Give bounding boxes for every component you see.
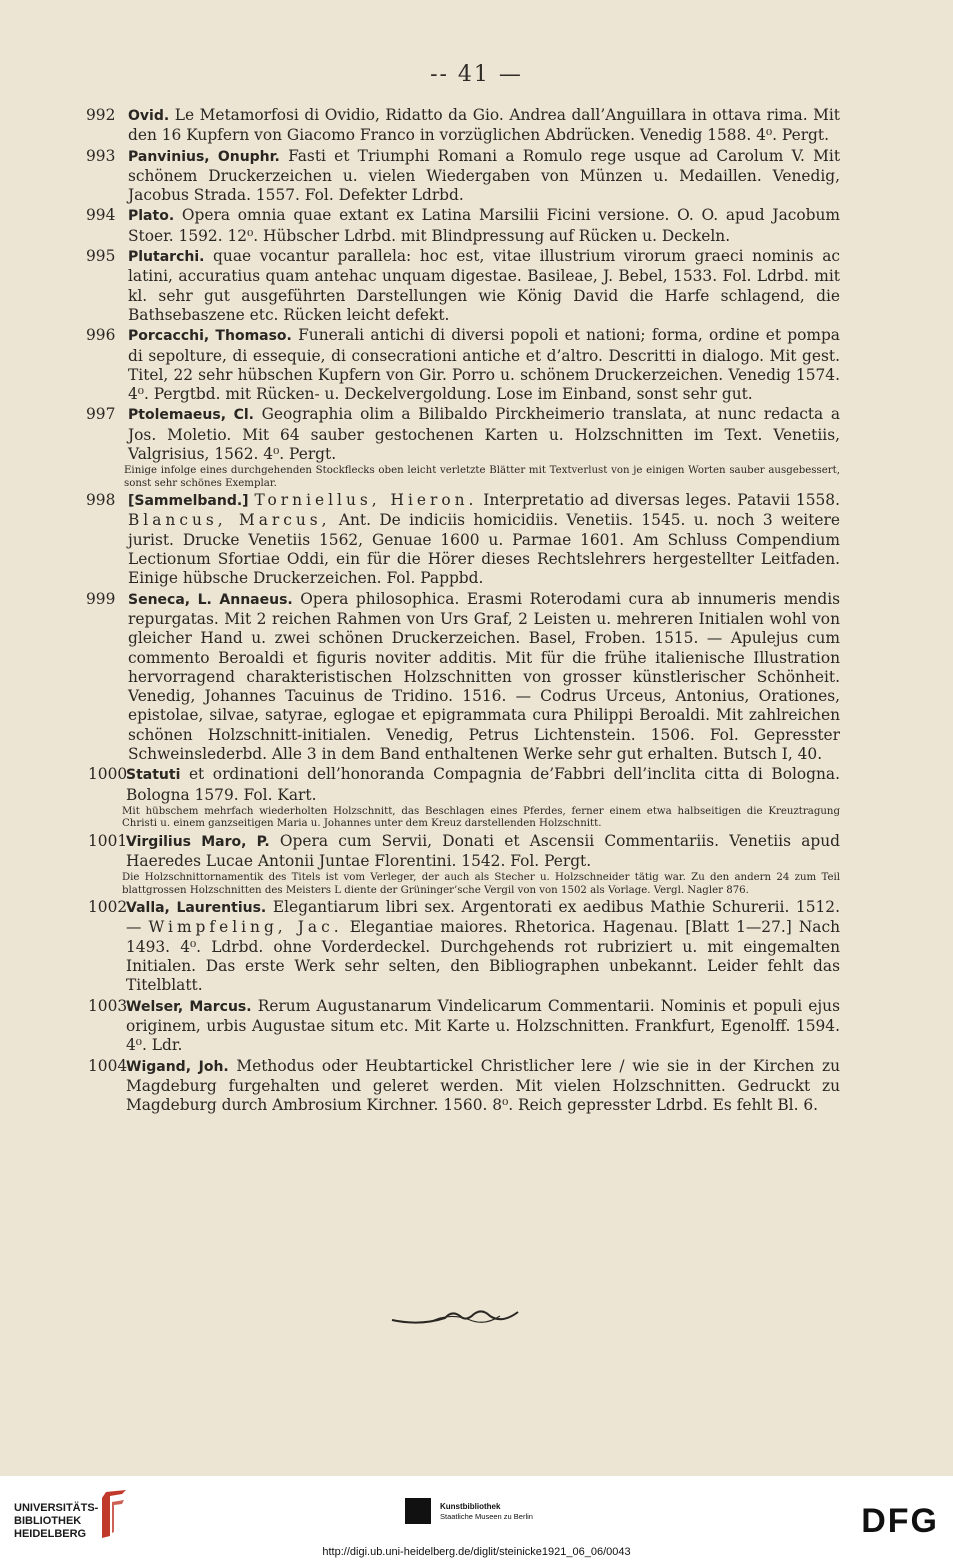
entry-text: Elegantiarum libri sex. Argentorati ex aedibus Mathie Schurerii. 1512. — xyxy=(126,898,840,937)
entry-text: et ordinationi dell’honoranda Compagnia de’Fabbri dell’inclita citta di Bologna. Bologna 1579. Fol. Kart. xyxy=(126,765,840,804)
entry-number: 1000 xyxy=(88,765,128,784)
kunstbibliothek-title: Kunstbibliothek xyxy=(440,1502,501,1511)
kunstbibliothek-logo-icon xyxy=(405,1498,431,1524)
entry-text: Geographia olim a Bilibaldo Pirckheimerio translata, at nunc redacta a Jos. Moletio. Mit 64 sauber gestochenen Karten u. Holzschnitten im Text. Venetiis, Valgrisius, 1562. 4⁰. Pergt. xyxy=(128,405,840,464)
catalog-entry xyxy=(86,405,840,490)
entry-author: Plutarchi. xyxy=(128,249,205,266)
entry-text: Opera cum Servii, Donati et Ascensii Commentariis. Venetiis apud Haeredes Lucae Antonii Juntae Florentini. 1542. Fol. Pergt. xyxy=(126,831,840,871)
entry-text: Rerum Augustanarum Vindelicarum Commentarii. Nominis et populi ejus originem, urbis Augustae situm etc. Mit Karte u. Holzschnitten. Frankfurt, Egenolff. 1594. 4⁰. Ldr. xyxy=(126,996,840,1055)
entry-spaced-author: Torniellus, Hieron. xyxy=(254,491,478,510)
catalog-entry xyxy=(86,898,840,995)
entry-note: Mit hübschem mehrfach wiederholten Holzschnitt, das Beschlagen eines Pferdes, ferner einem etwa halbseitigen die Kreuztragung Christi u. einem ganzseitigen Maria u. Johannes unter dem Kreuz darstellenden Holzschnitt. xyxy=(122,805,840,830)
page-number: -- 41 — xyxy=(430,62,523,87)
library-name-line: HEIDELBERG xyxy=(14,1528,87,1540)
catalog-entry xyxy=(86,1057,840,1116)
entry-spaced-author: Blancus, Marcus, xyxy=(128,511,331,530)
catalog-entry xyxy=(86,206,840,246)
entry-author: Seneca, L. Annaeus. xyxy=(128,591,293,608)
entry-text: Opera omnia quae extant ex Latina Marsilii Ficini versione. O. O. apud Jacobum Stoer. 1592. 12⁰. Hübscher Ldrbd. mit Blindpressung auf Rücken u. Deckeln. xyxy=(128,206,840,245)
entry-number: 997 xyxy=(86,405,116,424)
entry-note: Einige infolge eines durchgehenden Stockflecks oben leicht verletzte Blätter mit Textverlust von je einigen Worten sauber ausgebessert, sonst sehr schönes Exemplar. xyxy=(124,465,840,489)
entry-number: 994 xyxy=(86,206,116,225)
library-name xyxy=(14,1502,98,1541)
entry-number: 1004 xyxy=(88,1056,128,1075)
entry-spaced-author: Wimpfeling, Jac. xyxy=(148,918,343,937)
entry-note: Die Holzschnittornamentik des Titels ist vom Verleger, der auch als Stecher u. Holzschneider tätig war. Zu den andern 24 zum Teil blattgrossen Holzschnitten des Meisters L diente der Grüninger’sche Vergil von von 1502 als Vorlage. Vergl. Nagler 876. xyxy=(122,872,840,896)
source-url[interactable]: http://digi.ub.uni-heidelberg.de/diglit/steinicke1921_06_06/0043 xyxy=(322,1546,631,1558)
entry-number: 1002 xyxy=(88,898,128,917)
entry-text: quae vocantur parallela: hoc est, vitae illustrium virorum graeci nominis ac latini, accuratius quam antehac unquam digestae. Basileae, J. Bebel, 1533. Fol. Ldrbd. mit kl. sehr gut ausgeführten Darstellungen wie König David die Harfe schlagend, die Bathsebaszene etc. Rücken leicht defekt. xyxy=(128,247,840,324)
entry-author: Wigand, Joh. xyxy=(126,1058,229,1075)
catalog-entry xyxy=(86,326,840,404)
catalog-entry xyxy=(86,491,840,588)
entry-author: Welser, Marcus. xyxy=(126,998,252,1015)
entry-number: 1001 xyxy=(88,831,128,850)
catalog-entry xyxy=(86,147,840,206)
entry-author: Statuti xyxy=(126,767,181,784)
university-logo-icon xyxy=(92,1488,130,1540)
library-name-line: UNIVERSITÄTS- xyxy=(14,1502,99,1514)
entry-author: Ovid. xyxy=(128,108,170,124)
catalog-entry xyxy=(86,106,840,146)
entry-text: Methodus oder Heubtartickel Christlicher lere / wie sie in der Kirchen zu Magdeburg furgehalten und geleret werden. Mit vielen Holzschnitten. Gedruckt zu Magdeburg durch Ambrosium Kirchner. 1560. 8⁰. Reich gepresster Ldrbd. Es fehlt Bl. 6. xyxy=(126,1056,840,1115)
digitization-footer xyxy=(0,1476,953,1561)
entry-text: Fasti et Triumphi Romani a Romulo rege usque ad Carolum V. Mit schönem Druckerzeichen u. vielen Wiedergaben von Münzen u. Medaillen. Venedig, Jacobus Strada. 1557. Fol. Defekter Ldrbd. xyxy=(128,146,840,205)
end-ornament xyxy=(390,1302,520,1332)
catalog-entry xyxy=(86,247,840,325)
entry-text: Opera philosophica. Erasmi Roterodami cura ab innumeris mendis repurgatas. Mit 2 reichen Rahmen von Urs Graf, 2 Leisten u. mehreren Initialen wohl von gleicher Hand u. zwei schönen Druckerzeichen. Basel, Froben. 1515. — Apulejus cum commento Beroaldi et figuris noviter additis. Mit für die frühe italienische Illustration hervorragend charakteristischen Holzschnitten von grosser künstlerischer Schönheit. Venedig, Johannes Tacuinus de Tridino. 1516. — Codrus Urceus, Antonius, Orationes, epistolae, silvae, satyrae, eglogae et epigrammata cura Philippi Beroaldi. Mit zahlreichen schönen Holzschnitt-initialen. Venedig, Petrus Lichtenstein. 1506. Fol. Gepresster Schweinslederbd. Alle 3 in dem Band enthaltenen Werke sehr gut erhalten. Butsch I, 40. xyxy=(128,589,841,764)
entry-author: Panvinius, Onuphr. xyxy=(128,148,280,165)
catalog-list xyxy=(86,106,840,1116)
entry-number: 998 xyxy=(86,491,116,510)
entry-number: 993 xyxy=(86,146,116,165)
kunstbibliothek-subtitle: Staatliche Museen zu Berlin xyxy=(440,1512,533,1521)
dfg-logo: DFG xyxy=(861,1502,939,1540)
catalog-entry xyxy=(86,997,840,1056)
entry-author: Valla, Laurentius. xyxy=(126,900,267,917)
catalog-entry xyxy=(86,590,840,765)
entry-author: Virgilius Maro, P. xyxy=(126,833,270,850)
catalog-entry xyxy=(86,765,840,830)
entry-number: 996 xyxy=(86,326,116,345)
library-name-line: BIBLIOTHEK xyxy=(14,1515,82,1527)
catalog-entry xyxy=(86,832,840,897)
entry-text: Funerali antichi di diversi popoli et nationi; forma, ordine et pompa di sepolture, di essequie, di consecrationi antiche et d’altro. Descritti in dialogo. Mit gest. Titel, 22 sehr hübschen Kupfern von Gir. Porro u. schönem Druckerzeichen. Venedig 1574. 4⁰. Pergtbd. mit Rücken- u. Deckelvergoldung. Lose im Einband, sonst sehr gut. xyxy=(128,326,840,404)
entry-text: Ant. De indiciis homicidiis. Venetiis. 1545. u. noch 3 weitere jurist. Drucke Venetiis 1562, Genuae 1600 u. Parmae 1601. Am Schluss Compendium Lectionum Sfortiae Oddi, ein für die Hörer dieses Rechtslehrers hergestellter Leitfaden. Einige hübsche Druckerzeichen. Fol. Pappbd. xyxy=(128,511,840,588)
entry-number: 999 xyxy=(86,589,116,608)
entry-author: Plato. xyxy=(128,208,175,225)
entry-number: 992 xyxy=(86,106,116,124)
kunstbibliothek-label xyxy=(440,1502,533,1522)
entry-author: Porcacchi, Thomaso. xyxy=(128,328,292,345)
entry-text: Le Metamorfosi di Ovidio, Ridatto da Gio. Andrea dall’Anguillara in ottava rima. Mit den 16 Kupfern von Giacomo Franco in vorzüglichen Abdrücken. Venedig 1588. 4⁰. Pergt. xyxy=(128,106,840,145)
entry-number: 995 xyxy=(86,247,116,266)
entry-text: Interpretatio ad diversas leges. Patavii 1558. xyxy=(477,491,840,510)
entry-author: Ptolemaeus, Cl. xyxy=(128,407,254,424)
entry-number: 1003 xyxy=(88,996,128,1015)
entry-text: Elegantiae maiores. Rhetorica. Hagenau. [Blatt 1—27.] Nach 1493. 4⁰. Ldrbd. ohne Vorderdeckel. Durchgehends rot rubriziert u. mit eingemalten Initialen. Das erste Werk sehr selten, den Bibliographen unbekannt. Leider fehlt das Titelblatt. xyxy=(126,918,840,995)
entry-author: [Sammelband.] xyxy=(128,493,249,510)
